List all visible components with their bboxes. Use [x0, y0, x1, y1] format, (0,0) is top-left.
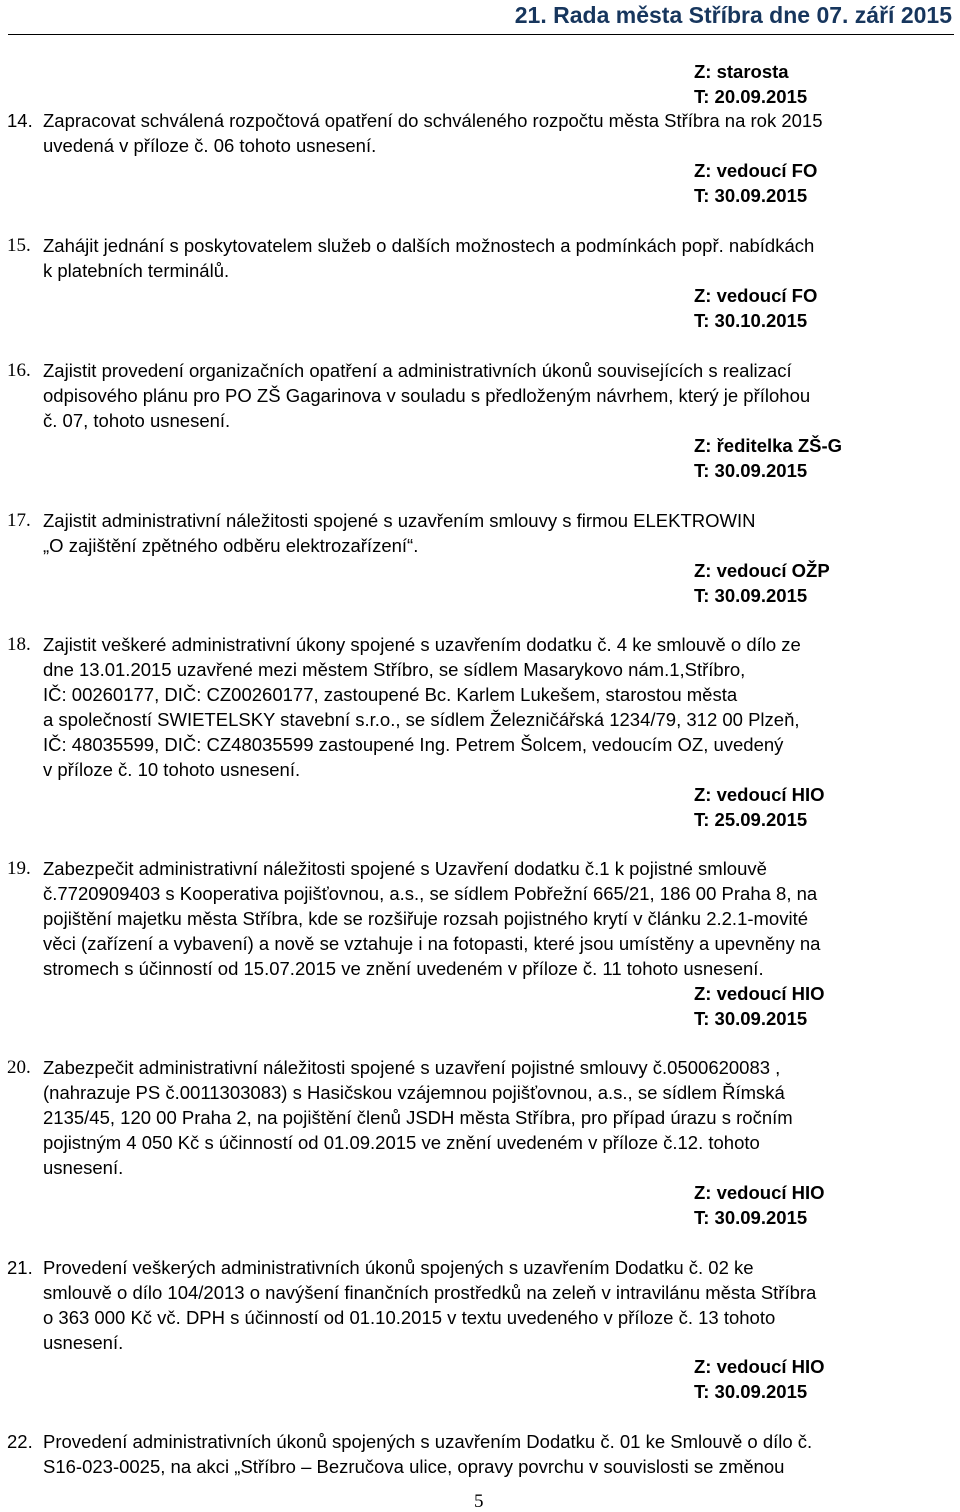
- item-text-line: věci (zařízení a vybavení) a nově se vztahuje i na fotopasti, které jsou umístěny a upevněny na: [43, 933, 821, 954]
- item-text-line: a společností SWIETELSKY stavební s.r.o., se sídlem Železničářská 1234/79, 312 00 Plzeň,: [43, 709, 800, 730]
- item-text-line: o 363 000 Kč vč. DPH s účinností od 01.10.2015 v textu uvedeného v příloze č. 13 tohoto: [43, 1307, 776, 1328]
- page-header-title: 21. Rada města Stříbra dne 07. září 2015: [514, 2, 952, 28]
- item-text-line: S16-023-0025, na akci „Stříbro – Bezručova ulice, opravy povrchu v souvislosti se změnou: [43, 1456, 785, 1477]
- item-number: 20.: [7, 1057, 31, 1078]
- item-text-line: „O zajištění zpětného odběru elektrozařízení“.: [43, 535, 419, 556]
- item-term: T: 30.09.2015: [694, 1207, 808, 1228]
- item-text-line: IČ: 48035599, DIČ: CZ48035599 zastoupené Ing. Petrem Šolcem, vedoucím OZ, uvedený: [43, 734, 784, 755]
- item-text-line: Provedení administrativních úkonů spojených s uzavřením Dodatku č. 01 ke Smlouvě o dílo č.: [43, 1431, 813, 1452]
- item-text-line: č.7720909403 s Kooperativa pojišťovnou, a.s., se sídlem Pobřežní 665/21, 186 00 Praha 8, na: [43, 883, 818, 904]
- item-text-line: č. 07, tohoto usnesení.: [43, 410, 231, 431]
- lead-term: T: 20.09.2015: [694, 86, 808, 107]
- item-responsible: Z: vedoucí FO: [694, 285, 818, 306]
- item-text-line: Zabezpečit administrativní náležitosti spojené s Uzavření dodatku č.1 k pojistné smlouvě: [43, 858, 767, 879]
- item-text-line: dne 13.01.2015 uzavřené mezi městem Stříbro, se sídlem Masarykovo nám.1,Stříbro,: [43, 659, 746, 680]
- item-text-line: pojistným 4 050 Kč s účinností od 01.09.2015 ve znění uvedeném v příloze č.12. tohoto: [43, 1132, 760, 1153]
- item-number: 14.: [7, 110, 33, 131]
- item-responsible: Z: vedoucí HIO: [694, 983, 825, 1004]
- item-text-line: Zajistit administrativní náležitosti spojené s uzavřením smlouvy s firmou ELEKTROWIN: [43, 510, 756, 531]
- item-text-line: stromech s účinností od 15.07.2015 ve znění uvedeném v příloze č. 11 tohoto usnesení.: [43, 958, 764, 979]
- item-number: 16.: [7, 360, 31, 381]
- item-number: 21.: [7, 1257, 33, 1278]
- item-text-line: pojištění majetku města Stříbra, kde se rozšiřuje rozsah pojistného krytí v článku 2.2.1-movité: [43, 908, 809, 929]
- item-number: 15.: [7, 235, 31, 256]
- item-responsible: Z: vedoucí HIO: [694, 1182, 825, 1203]
- item-number: 22.: [7, 1431, 33, 1452]
- item-responsible: Z: vedoucí FO: [694, 160, 818, 181]
- item-term: T: 30.10.2015: [694, 310, 808, 331]
- item-text-line: smlouvě o dílo 104/2013 o navýšení finančních prostředků na zeleň v intravilánu města Stříbra: [43, 1282, 817, 1303]
- item-term: T: 30.09.2015: [694, 585, 808, 606]
- item-responsible: Z: vedoucí HIO: [694, 784, 825, 805]
- item-responsible: Z: ředitelka ZŠ-G: [694, 435, 843, 456]
- header-divider: [8, 34, 954, 35]
- item-text-line: IČ: 00260177, DIČ: CZ00260177, zastoupené Bc. Karlem Lukešem, starostou města: [43, 684, 738, 705]
- item-text-line: v příloze č. 10 tohoto usnesení.: [43, 759, 301, 780]
- item-term: T: 30.09.2015: [694, 185, 808, 206]
- item-text-line: Zajistit provedení organizačních opatření a administrativních úkonů souvisejících s realizací: [43, 360, 792, 381]
- item-text-line: Zajistit veškeré administrativní úkony spojené s uzavřením dodatku č. 4 ke smlouvě o dílo ze: [43, 634, 801, 655]
- item-number: 19.: [7, 858, 31, 879]
- item-text-line: Zapracovat schválená rozpočtová opatření do schváleného rozpočtu města Stříbra na rok 2015: [43, 110, 823, 131]
- item-text-line: uvedená v příloze č. 06 tohoto usnesení.: [43, 135, 377, 156]
- item-number: 17.: [7, 510, 31, 531]
- item-term: T: 30.09.2015: [694, 1008, 808, 1029]
- item-responsible: Z: vedoucí HIO: [694, 1356, 825, 1377]
- item-responsible: Z: vedoucí OŽP: [694, 560, 830, 581]
- item-term: T: 25.09.2015: [694, 809, 808, 830]
- item-term: T: 30.09.2015: [694, 460, 808, 481]
- item-text-line: usnesení.: [43, 1332, 124, 1353]
- item-text-line: Zabezpečit administrativní náležitosti spojené s uzavření pojistné smlouvy č.0500620083 ,: [43, 1057, 781, 1078]
- item-term: T: 30.09.2015: [694, 1381, 808, 1402]
- item-text-line: usnesení.: [43, 1157, 124, 1178]
- item-text-line: Zahájit jednání s poskytovatelem služeb o dalších možnostech a podmínkách popř. nabídkách: [43, 235, 815, 256]
- item-text-line: k platebních terminálů.: [43, 260, 230, 281]
- page-number: 5: [474, 1491, 484, 1512]
- lead-responsible: Z: starosta: [694, 61, 789, 82]
- item-number: 18.: [7, 634, 31, 655]
- item-text-line: Provedení veškerých administrativních úkonů spojených s uzavřením Dodatku č. 02 ke: [43, 1257, 754, 1278]
- item-text-line: 2135/45, 120 00 Praha 2, na pojištění členů JSDH města Stříbra, pro případ úrazu s ročním: [43, 1107, 793, 1128]
- item-text-line: (nahrazuje PS č.0011303083) s Hasičskou vzájemnou pojišťovnou, a.s., se sídlem Římská: [43, 1082, 785, 1103]
- item-text-line: odpisového plánu pro PO ZŠ Gagarinova v souladu s předloženým návrhem, který je přílohou: [43, 385, 811, 406]
